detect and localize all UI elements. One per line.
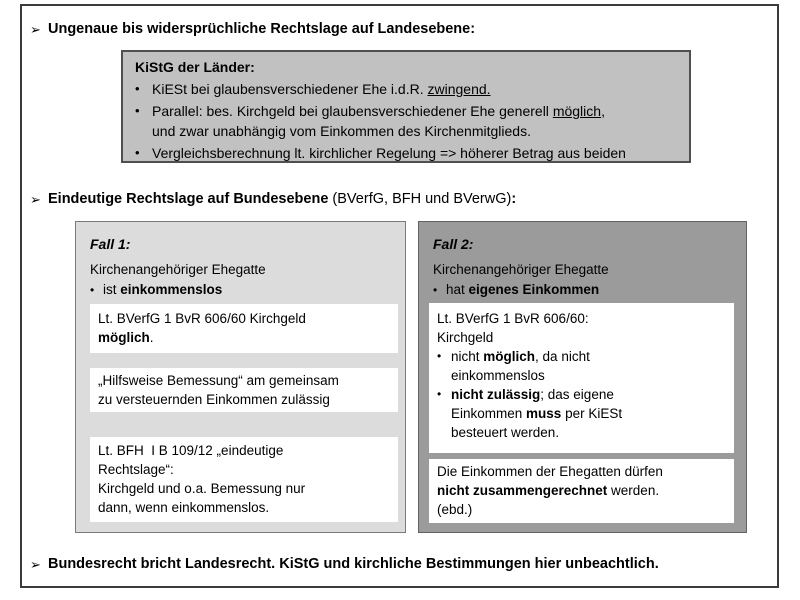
fall2-box1-bullet-1 (437, 347, 726, 385)
arrow-bullet-icon: ➢ (30, 192, 41, 207)
fall2-bullet-text: hat eigenes Einkommen (446, 282, 600, 297)
fall2-statement-box-2: Die Einkommen der Ehegatten dürfen nicht zusammengerechnet werden. (ebd.) (429, 459, 734, 523)
heading-bundesebene (30, 191, 750, 208)
kistg-bullet-3 (135, 143, 681, 163)
heading-landesebene-text: Ungenaue bis widersprüchliche Rechtslage auf Landesebene: (48, 21, 476, 37)
fall2-box1-bullet-2 (437, 385, 726, 442)
bullet-dot-icon: • (90, 283, 95, 297)
kistg-bullet-2-text: Parallel: bes. Kirchgeld bei glaubensverschiedener Ehe generell möglich, und zwar unabhängig vom Einkommen des Kirchenmitglieds. (152, 103, 605, 139)
fall1-bullet-text: ist einkommenslos (103, 282, 223, 297)
bullet-dot-icon: • (135, 145, 140, 160)
bullet-dot-icon: • (433, 283, 438, 297)
fall1-title: Fall 1: (90, 236, 131, 252)
fall2-title: Fall 2: (433, 236, 474, 252)
fall2-box1-intro: Lt. BVerfG 1 BvR 606/60: Kirchgeld (437, 311, 589, 345)
kistg-bullet-2 (135, 101, 681, 141)
kistg-bullet-3-text: Vergleichsberechnung lt. kirchlicher Regelung => höherer Betrag aus beiden (152, 145, 626, 161)
fall2-box1-bullet-2-text: nicht zulässig; das eigene Einkommen muss per KiESt besteuert werden. (451, 387, 623, 440)
fall2-box (418, 221, 747, 533)
fall2-subtitle: Kirchenangehöriger Ehegatte (433, 262, 609, 277)
fall1-statement-box-3: Lt. BFH I B 109/12 „eindeutige Rechtslage“: Kirchgeld und o.a. Bemessung nur dann, wenn einkommenslos. (90, 437, 398, 522)
bullet-dot-icon: • (437, 349, 442, 363)
kistg-box (121, 50, 691, 163)
fall1-bullet (90, 280, 405, 300)
arrow-bullet-icon: ➢ (30, 557, 41, 572)
heading-bundesrecht (30, 556, 770, 573)
bullet-dot-icon: • (135, 103, 140, 118)
fall2-bullet (433, 280, 746, 300)
heading-bundesebene-text: Eindeutige Rechtslage auf Bundesebene (BVerfG, BFH und BVerwG): (48, 191, 517, 207)
fall1-statement-box-2: „Hilfsweise Bemessung“ am gemeinsam zu versteuernden Einkommen zulässig (90, 368, 398, 412)
kistg-box-title: KiStG der Länder: (135, 59, 255, 75)
heading-landesebene (30, 21, 750, 38)
fall1-box (75, 221, 406, 533)
bullet-dot-icon: • (437, 387, 442, 401)
fall2-box1-bullet-1-text: nicht möglich, da nicht einkommenslos (451, 349, 590, 383)
arrow-bullet-icon: ➢ (30, 22, 41, 37)
fall2-statement-box-1 (429, 303, 734, 453)
fall1-subtitle: Kirchenangehöriger Ehegatte (90, 262, 266, 277)
kistg-bullet-1-text: KiESt bei glaubensverschiedener Ehe i.d.R. zwingend. (152, 81, 491, 97)
fall1-statement-box-1: Lt. BVerfG 1 BvR 606/60 Kirchgeld möglich. (90, 304, 398, 353)
heading-bundesrecht-text: Bundesrecht bricht Landesrecht. KiStG und kirchliche Bestimmungen hier unbeachtlich. (48, 556, 659, 572)
kistg-bullet-1 (135, 79, 681, 99)
bullet-dot-icon: • (135, 81, 140, 96)
